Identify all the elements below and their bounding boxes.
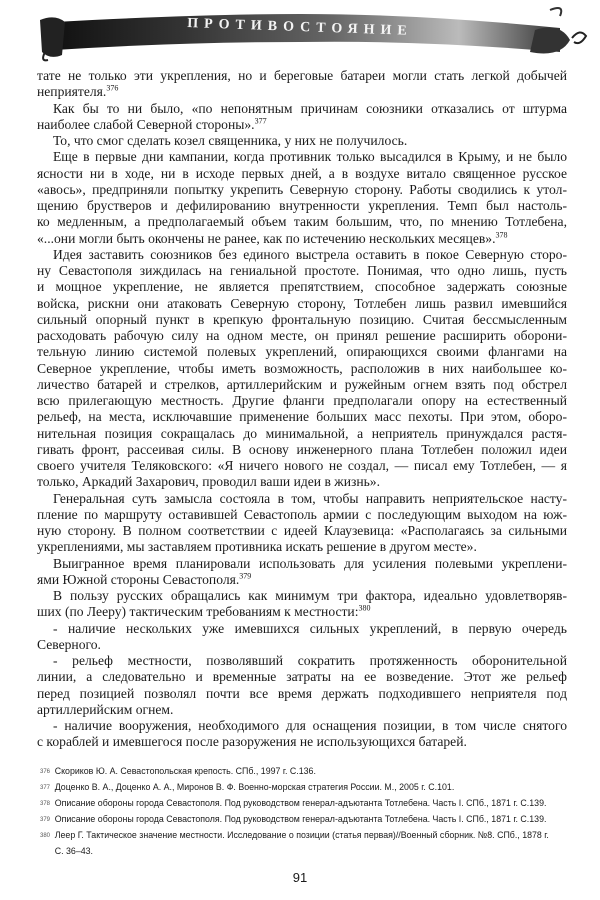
line-text: тельную линию системой полевых укреплений, опирающихся своими флангами на: [37, 344, 567, 360]
footnote-number: 379: [40, 816, 50, 823]
paragraph: [37, 133, 567, 149]
text-line: [37, 247, 567, 263]
paragraph: [37, 621, 567, 654]
line-text: рельеф, на места, исключавшие применение больших масс пехоты. При этом, оборо-: [37, 409, 567, 425]
footnote-text: Описание обороны города Севастополя. Под руководством генерал-адъютанта Тотлебена. Часть I. СПб., 1871 г. С.139.: [54, 798, 547, 809]
footnote-text: Доценко В. А., Доценко А. А., Миронов В. Ф. Военно-морская стратегия России. М., 2005 г. С.101.: [54, 782, 455, 793]
text-line: [37, 68, 567, 84]
line-text: всю прилегающую местность. Другие фланги предполагали опору на естественный: [37, 393, 567, 408]
paragraph: [37, 588, 567, 621]
footnote-number: 380: [40, 832, 50, 839]
line-text: ну Севастополя зиждилась на гениальной простоте. Понимая, что одно лишь, пусть: [37, 263, 567, 278]
line-text: пление по маршруту оставившей Севастополь армии с последующим выходом на юж-: [37, 506, 567, 522]
footnote-text: Скориков Ю. А. Севастопольская крепость. СПб., 1997 г. С.136.: [54, 766, 316, 777]
line-text: Северного.: [37, 636, 101, 652]
text-line: [37, 686, 567, 702]
text-line: [37, 263, 567, 279]
footnote-reference[interactable]: 380: [358, 603, 371, 613]
line-text: перед позицией позволял почти все время держать подходившего неприятеля под: [37, 685, 567, 701]
text-line: [37, 279, 567, 295]
line-text: В пользу русских обращались как минимум три фактора, идеально удовлетворяв-: [53, 588, 567, 603]
paragraph: [37, 491, 567, 556]
footnote: [40, 812, 564, 828]
paragraph: [37, 68, 567, 101]
line-text: своего учителя Теляковского: «Я ничего нового не создал, — писал ему Тотлебен, — я: [37, 458, 567, 473]
line-text: То, что смог сделать козел священника, у них не получилось.: [53, 133, 408, 148]
line-text: Как бы то ни было, «по непонятным причинам союзники отказались от штурма: [53, 100, 567, 116]
line-text: ших (по Лееру) тактическим требованиям к местности:: [37, 604, 359, 620]
line-text: Выигранное время планировали использовать для усиления полевыми укреплени-: [53, 555, 567, 571]
text-line: [37, 604, 567, 620]
text-line: [37, 409, 567, 425]
line-text: гивать фронт, рассеивая силы. В основу инженерного плана Тотлебен положил идеи: [37, 441, 567, 457]
text-line: [37, 588, 567, 604]
line-text: личество батарей и стрелков, артиллерийским и ружейным огнем взять под обстрел: [37, 376, 567, 392]
paragraph: [37, 718, 567, 751]
line-text: артиллерийским огнем.: [37, 701, 174, 717]
text-line: [37, 361, 567, 377]
line-text: наиболее слабой Северной стороны».: [37, 116, 255, 132]
footnote: [40, 780, 564, 796]
text-line: [37, 377, 567, 393]
line-text: нительная позиция сокращалась до минимальной, а неприятель принуждался растя-: [37, 425, 567, 441]
line-text: с кораблей и имевшегося после разоружения не использующихся батарей.: [37, 734, 467, 750]
footnote-reference[interactable]: 377: [254, 116, 267, 126]
text-line: [37, 458, 567, 474]
line-text: тате не только эти укрепления, но и береговые батареи могли стать легкой добычей: [37, 68, 567, 83]
footnote-text: С. 36–43.: [54, 846, 94, 857]
text-line: [37, 539, 567, 555]
text-line: [37, 621, 567, 637]
footnote-reference[interactable]: 379: [239, 571, 252, 581]
line-text: Идея заставить союзников без единого выстрела оставить в покое Северную сторо-: [53, 246, 567, 262]
line-text: «авось», предприняли попытку укрепить Северную сторону. Работы сводились к утол-: [37, 181, 567, 197]
text-line: [37, 198, 567, 214]
running-header-title: ПРОТИВОСТОЯНИЕ: [187, 16, 413, 39]
text-line: [37, 491, 567, 507]
text-line: [37, 231, 567, 247]
line-text: ную сторону. В полном соответствии с идеей Клаузевица: «Располагаясь за сильными: [37, 523, 567, 538]
text-line: [37, 149, 567, 165]
text-line: [37, 312, 567, 328]
footnote: [40, 844, 564, 860]
text-line: [37, 523, 567, 539]
text-line: [37, 166, 567, 182]
text-line: [37, 718, 567, 734]
text-line: [37, 572, 567, 588]
line-text: расходовать рабочую силу на одном месте, он принял решение расширить оборони-: [37, 328, 567, 343]
line-text: «...они могли быть окончены не ранее, как по истечению нескольких месяцев».: [37, 230, 496, 246]
text-line: [37, 442, 567, 458]
footnote-text: Леер Г. Тактическое значение местности. Исследование о позиции (статья первая)//Военный сборник. №8. СПб., 1878 г.: [54, 830, 549, 841]
footnote-number: 378: [40, 800, 50, 807]
paragraph: [37, 556, 567, 589]
footnote: [40, 796, 564, 812]
main-text: [37, 68, 567, 751]
line-text: ями Южной стороны Севастополя.: [37, 571, 240, 587]
paragraph: [37, 653, 567, 718]
line-text: сильный опорный пункт в крепкую фронтальную позицию. Считая бессмысленным: [37, 311, 567, 327]
text-line: [37, 182, 567, 198]
line-text: Генеральная суть замысла состояла в том, чтобы направить неприятельское насту-: [53, 490, 567, 506]
line-text: Еще в первые дни кампании, когда противник только высадился в Крыму, и не было: [53, 149, 567, 165]
line-text: - наличие нескольких уже имевшихся сильных укреплений, в первую очередь: [53, 620, 567, 636]
text-line: [37, 328, 567, 344]
text-line: [37, 637, 567, 653]
footnote: [40, 764, 564, 780]
line-text: только, Аркадий Захарович, проводил ваши идеи в жизнь».: [37, 474, 381, 490]
footnote: [40, 828, 564, 844]
footnote-number: 376: [40, 768, 50, 775]
line-text: линии, а следовательно и временные затраты на ее возведение. Этот же рельеф: [37, 669, 567, 685]
text-line: [37, 344, 567, 360]
line-text: Северное укрепление, чтобы иметь возможность, расположив в них наибольшее ко-: [37, 360, 567, 376]
line-text: войска, рискни они атаковать Северную сторону, Тотлебен лишь развил имевшийся: [37, 295, 567, 311]
line-text: неприятеля.: [37, 84, 107, 100]
page-number: 91: [292, 870, 308, 885]
text-line: [37, 474, 567, 490]
text-line: [37, 734, 567, 750]
line-text: ясности ни в ходе, ни в исходе первых дней, а в воздухе витало священное русское: [37, 165, 567, 181]
text-line: [37, 653, 567, 669]
text-line: [37, 101, 567, 117]
text-line: [37, 296, 567, 312]
paragraph: [37, 149, 567, 247]
text-line: [37, 133, 567, 149]
chapter-banner: [0, 0, 600, 68]
footnote-text: Описание обороны города Севастополя. Под руководством генерал-адъютанта Тотлебена. Часть I. СПб., 1871 г. С.139.: [54, 814, 547, 825]
footnotes: [40, 764, 564, 860]
text-line: [37, 393, 567, 409]
text-line: [37, 84, 567, 100]
footnote-number: 377: [40, 784, 50, 791]
text-line: [37, 669, 567, 685]
text-line: [37, 556, 567, 572]
line-text: - рельеф местности, позволявший сократить протяженность оборонительной: [53, 653, 567, 668]
text-line: [37, 214, 567, 230]
text-line: [37, 426, 567, 442]
footnote-reference[interactable]: 378: [495, 229, 508, 239]
text-line: [37, 117, 567, 133]
footnote-reference[interactable]: 376: [106, 83, 119, 93]
paragraph: [37, 247, 567, 491]
line-text: и мощное укрепление, не является препятствием, способное задержать союзные: [37, 279, 567, 295]
paragraph: [37, 101, 567, 134]
line-text: ко медленным, а предполагаемый объем таким большим, что, по мнению Тотлебена,: [37, 214, 567, 230]
line-text: укреплениями, мы заставляем противника искать решение в другом месте».: [37, 539, 477, 555]
line-text: щению брустверов и дефилированию внутренности укрепления. Темп был настоль-: [37, 198, 567, 213]
line-text: - наличие вооружения, необходимого для оснащения позиции, в том числе снятого: [53, 718, 567, 733]
text-line: [37, 702, 567, 718]
text-line: [37, 507, 567, 523]
